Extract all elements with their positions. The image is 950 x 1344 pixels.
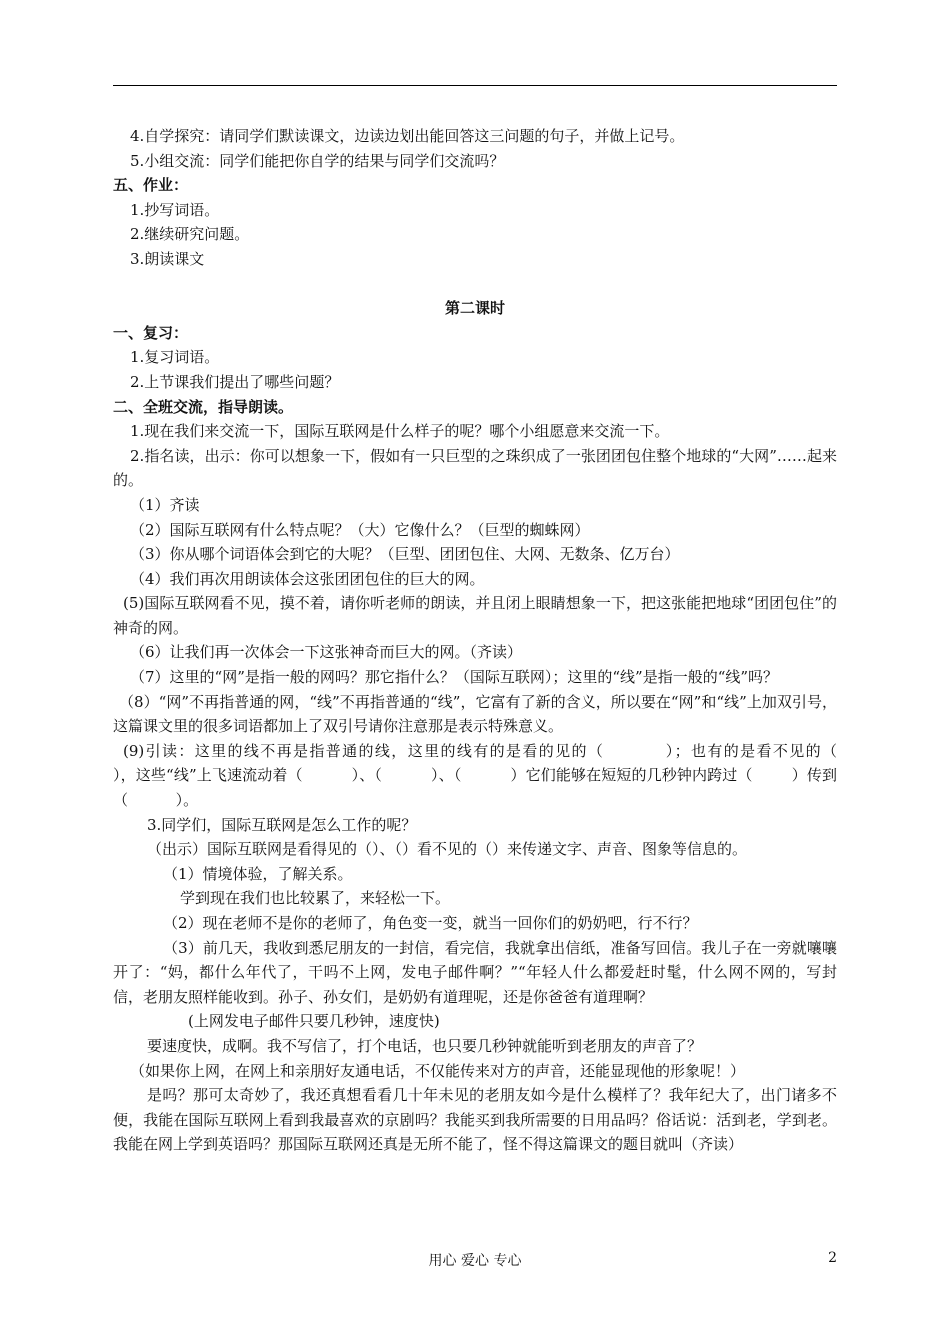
paragraph: 3.同学们，国际互联网是怎么工作的呢？ [147,815,417,834]
paragraph: （如果你上网，在网上和亲朋好友通电话，不仅能传来对方的声音，还能显现他的形象呢！） [130,1061,746,1080]
homework-heading: 五、作业： [113,176,189,195]
paragraph: (上网发电子邮件只要几秒钟，速度快) [188,1012,440,1031]
paragraph: 学到现在我们也比较累了，来轻松一下。 [180,889,451,908]
sub-item: （2）国际互联网有什么特点呢？（大）它像什么？（巨型的蜘蛛网） [130,520,590,539]
lesson-title: 第二课时 [444,299,505,318]
paragraph: 1.现在我们来交流一下，国际互联网是什么样子的呢？哪个小组愿意来交流一下。 [130,422,670,441]
paragraph: 要速度快，成啊。我不写信了，打个电话，也只要几秒钟就能听到老朋友的声音了？ [147,1036,703,1055]
sub-item: (5)国际互联网看不见，摸不着，请你听老师的朗读，并且闭上眼睛想象一下，把这张能把地球“团团包住”的神奇的网。 [113,594,837,637]
sub-item: （1）齐读 [130,495,200,514]
header-rule [113,85,837,86]
paragraph: 2.指名读，出示：你可以想象一下，假如有一只巨型的之珠织成了一张团团包住整个地球的“大网”……起来的。 [113,446,837,490]
sub-item: （3）你从哪个词语体会到它的大呢？（巨型、团团包住、大网、无数条、亿万台） [130,545,680,564]
homework-item: 3.朗读课文 [130,249,205,268]
page-number: 2 [828,1250,837,1266]
homework-item: 2.继续研究问题。 [130,225,250,244]
step-self-study: 4.自学探究：请同学们默读课文，边读边划出能回答这三问题的句子，并做上记号。 [130,127,685,145]
section-heading: 二、全班交流，指导朗读。 [113,397,294,416]
sub-item: （1）情境体验，了解关系。 [163,864,353,883]
sub-item: （2）现在老师不是你的老师了，角色变一变，就当一回你们的奶奶吧，行不行？ [163,914,698,932]
paragraph: 是吗？那可太奇妙了，我还真想看看几十年未见的老朋友如今是什么模样了？我年纪大了，出门诸多不便，我能在国际互联网上看到我最喜欢的京剧吗？我能买到我所需要的日用品吗？俗话说：活到老，学到老。我能在网上学到英语吗？那国际互联网还真是无所不能了，怪不得这篇课文的题目就叫（齐读） [113,1086,837,1154]
document-body [113,124,885,1157]
review-heading: 一、复习： [113,323,189,342]
sub-item: （8）“网”不再指普通的网，“线”不再指普通的“线”，它富有了新的含义，所以要在“网”和“线”上加双引号，这篇课文里的很多词语都加上了双引号请你注意那是表示特殊意义。 [113,692,837,736]
sub-item: (9)引读：这里的线不再是指普通的线，这里的线有的是看的见的（ ）；也有的是看不见的（ ），这些“线”上飞速流动着（ ）、（ ）、（ ）它们能够在短短的几秒钟内跨过（ ）传到（ ）。 [113,741,885,810]
footer-motto: 用心 爱心 专心 [428,1253,522,1269]
step-group-exchange: 5.小组交流：同学们能把你自学的结果与同学们交流吗？ [130,151,505,170]
sub-item: （4）我们再次用朗读体会这张团团包住的巨大的网。 [130,569,485,588]
sub-item: （7）这里的“网”是指一般的网吗？那它指什么？（国际互联网）；这里的“线”是指一般的“线”吗？ [130,668,779,687]
review-item: 1.复习词语。 [130,348,220,367]
sub-item: （6）让我们再一次体会一下这张神奇而巨大的网。（齐读） [130,643,523,662]
review-item: 2.上节课我们提出了哪些问题？ [130,372,340,391]
homework-item: 1.抄写词语。 [130,200,220,219]
sub-item: （3）前几天，我收到悉尼朋友的一封信，看完信，我就拿出信纸，准备写回信。我儿子在一旁就嚷嚷开了：“妈，都什么年代了，干吗不上网，发电子邮件啊？”“年轻人什么都爱赶时髦，什么网不网的，写封信，老朋友照样能收到。孙子、孙女们，是奶奶有道理呢，还是你爸爸有道理啊？ [113,938,837,1006]
paragraph: （出示）国际互联网是看得见的（）、（）看不见的（）来传递文字、声音、图象等信息的。 [147,840,748,859]
